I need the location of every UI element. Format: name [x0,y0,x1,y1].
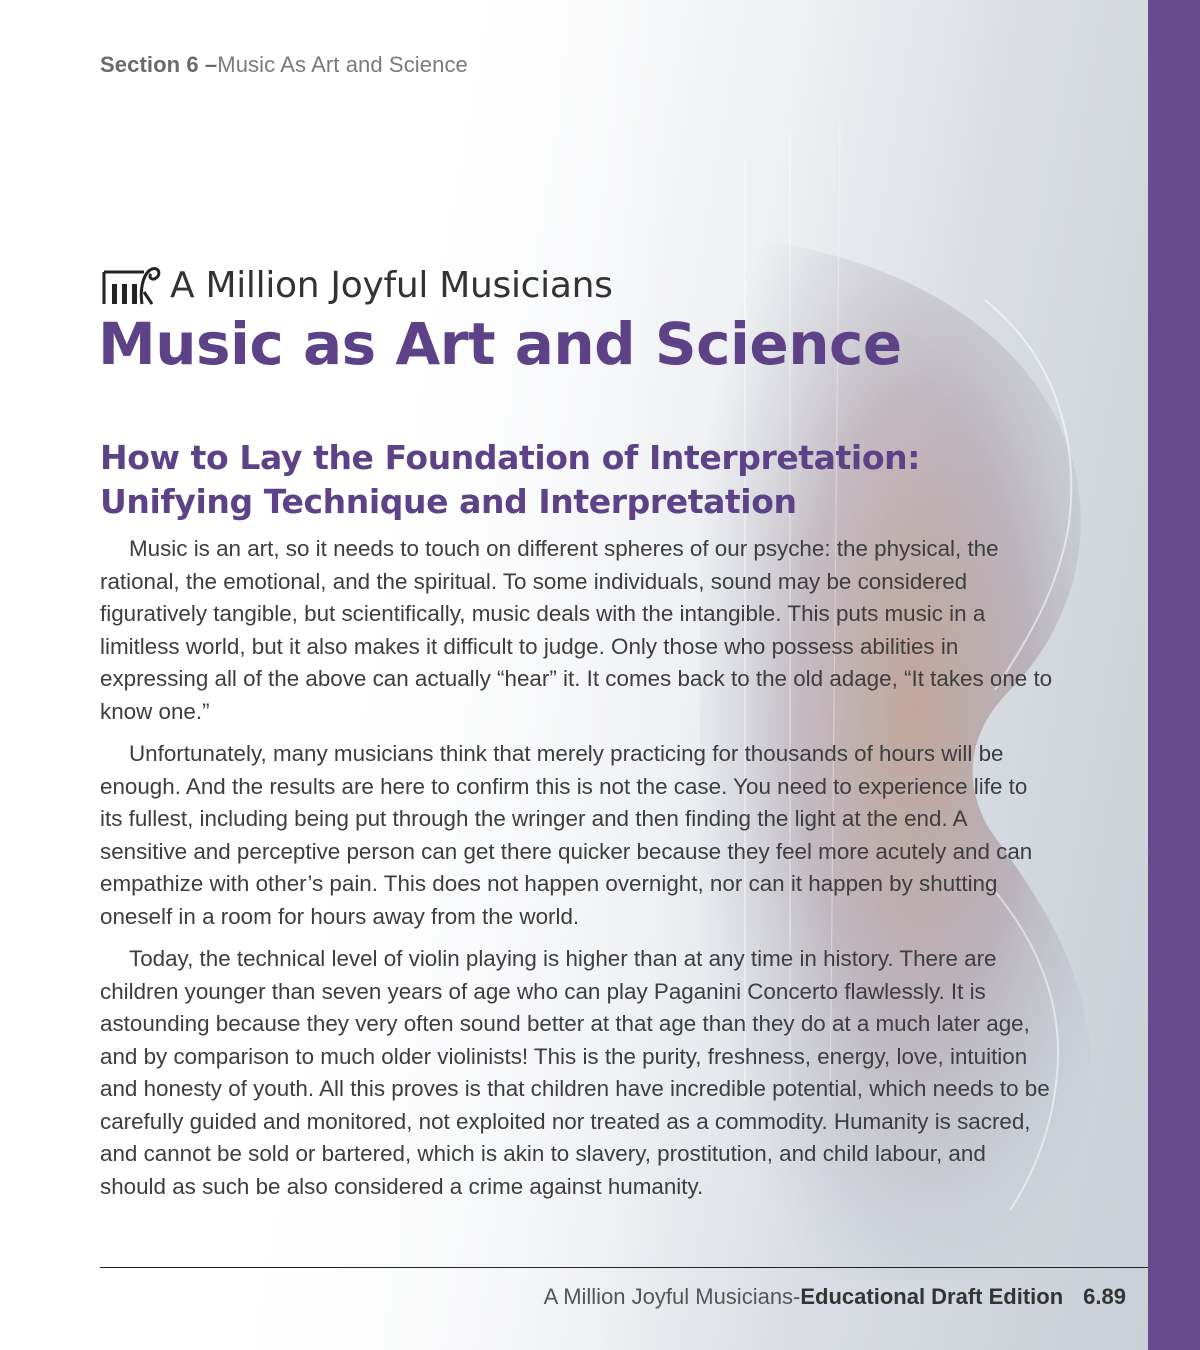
running-header [100,52,468,78]
paragraph-3: Today, the technical level of violin playing is higher than at any time in history. There are children younger than seven years of age who can play Paganini Concerto flawlessly. It is astounding because they very often sound better at that age than they do at a much later age, and by comparison to much older violinists! This is the purity, freshness, energy, love, intuition and honesty of youth. All this proves is that children have incredible potential, which needs to be carefully guided and monitored, not exploited nor treated as a commodity. Humanity is sacred, and cannot be sold or bartered, which is akin to slavery, prostitution, and child labour, and should as such be also considered a crime against humanity. [100,946,1050,1199]
running-footer [544,1284,1126,1310]
brand-line [100,262,613,308]
section-title: Music As Art and Science [217,52,468,77]
footer-edition: Educational Draft Edition [800,1284,1064,1309]
page-number: 6.89 [1083,1284,1126,1309]
page-title: Music as Art and Science [98,310,902,378]
amjm-logo-icon [100,262,162,308]
section-heading-line-1: How to Lay the Foundation of Interpretation: [100,438,921,477]
footer-divider [100,1267,1148,1268]
paragraph-2: Unfortunately, many musicians think that merely practicing for thousands of hours will be enough. And the results are here to confirm this is not the case. You need to experience life to its fullest, including being put through the wringer and then finding the light at the end. A sensitive and perceptive person can get there quicker because they feel more acutely and can empathize with other’s pain. This does not happen overnight, nor can it happen by shutting oneself in a room for hours away from the world. [100,741,1033,929]
section-number: Section 6 – [100,52,218,77]
section-heading [100,436,1000,524]
body-text [100,533,1055,1213]
section-heading-line-2: Unifying Technique and Interpretation [100,482,797,521]
brand-name: A Million Joyful Musicians [170,264,613,306]
footer-book-title: A Million Joyful Musicians- [543,1284,801,1309]
section-color-bar [1148,0,1200,1350]
paragraph-1: Music is an art, so it needs to touch on different spheres of our psyche: the physical, the rational, the emotional, and the spiritual. To some individuals, sound may be considered figuratively tangible, but scientifically, music deals with the intangible. This puts music in a limitless world, but it also makes it difficult to judge. Only those who possess abilities in expressing all of the above can actually “hear” it. It comes back to the old adage, “It takes one to know one.” [100,536,1053,724]
